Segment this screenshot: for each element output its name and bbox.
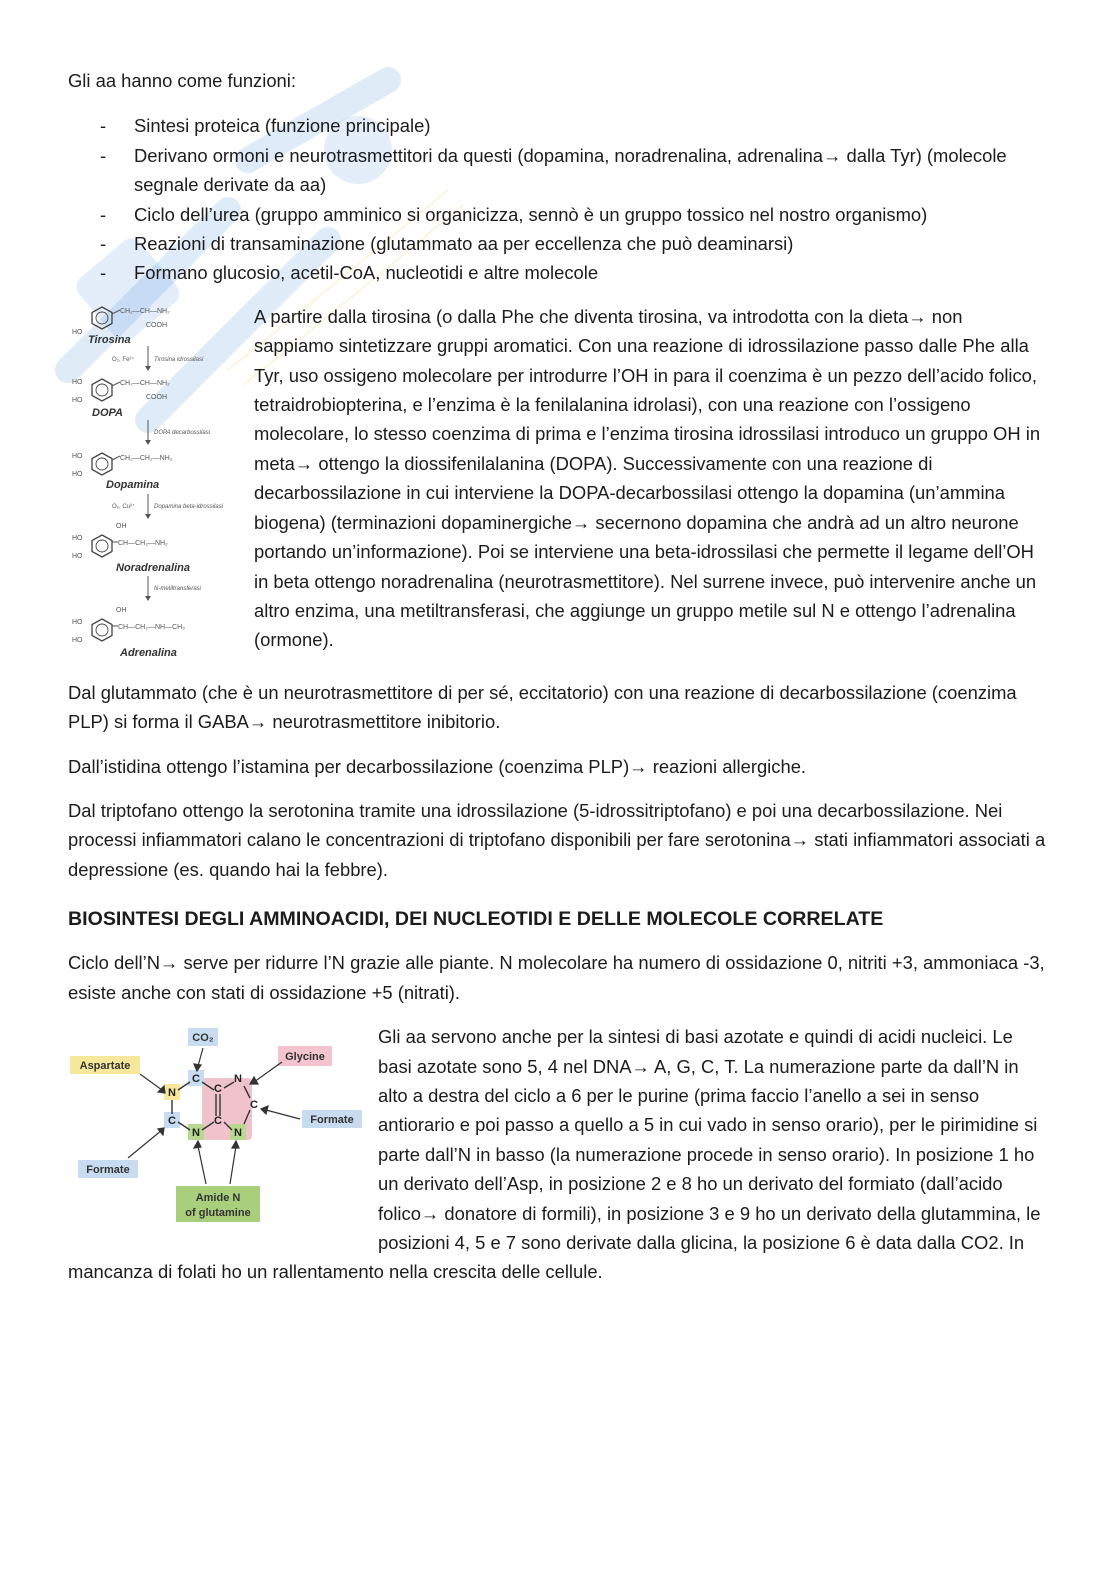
- atom-c2: C: [168, 1115, 176, 1128]
- group-label: OH: [116, 606, 127, 614]
- atom-c8: C: [250, 1099, 258, 1112]
- tyrosine-paragraph: A partire dalla tirosina (o dalla Phe che diventa tirosina, va introdotta con la dieta→ non sappiamo sintetizzare gruppi aromatici. Con una reazione di idrossilazione passo dalle Phe alla Tyr, uso ossigeno molecolare per introdurre l’OH in para il coenzima è un pezzo dell’acido folico, tetraidrobiopterina, e l’enzima è la fenilalanina idrolasi), con una reazione con l’ossigeno molecolare, lo stesso coenzima di prima e l’enzima tirosina idrossilasi introduco un gruppo OH in meta→ ottengo la diossifenilalanina (DOPA). Successivamente con una reazione di decarbossilazione in cui interviene la DOPA-decarbossilasi ottengo la dopamina (un’ammina biogena) (terminazioni dopaminergiche→ secernono dopamina che andrà ad un altro neurone portando un’informazione). Poi se interviene una beta-idrossilasi che permette il legame dell’OH in beta ottengo noradrenalina (neurotrasmettitore). Nel surrene invece, può intervenire anche un altro enzima, una metiltransferasi, che aggiunge un gruppo metile sul N e ottengo l’adrenalina (ormone).: [254, 305, 1041, 651]
- atom-n3: N: [192, 1127, 200, 1140]
- glycine-label: Glycine: [285, 1051, 325, 1064]
- atom-n9: N: [234, 1127, 242, 1140]
- compound-label: Adrenalina: [120, 646, 177, 659]
- purine-origin-figure: [68, 1026, 366, 1226]
- enzyme-label: DOPA decarbossilasi: [154, 429, 211, 436]
- atom-c5: C: [214, 1083, 222, 1096]
- formate-right-label: Formate: [310, 1114, 354, 1127]
- group-label: CH—CH₂—NH—CH₃: [118, 623, 186, 631]
- group-label: HO: [72, 636, 83, 644]
- cofactor-label: O₂, Cu²⁺: [112, 503, 136, 510]
- purine-paragraph: Gli aa servono anche per la sintesi di basi azotate e quindi di acidi nucleici. Le basi azotate sono 5, 4 nel DNA→ A, G, C, T. La numerazione parte da dall’N in alto a destra del ciclo a 6 per le purine (prima faccio l’anello a sei in senso antiorario e poi passo a quello a 5 in cui vado in senso orario), per le pirimidine si parte dall’N in basso (la numerazione procede in senso orario). In posizione 1 ho un derivato dell’Asp, in posizione 2 e 8 ho un derivato del formiato (dall’acido folico→ donatore di formili), in posizione 3 e 9 ho un derivato della glutammina, le posizioni 4, 5 e 7 sono derivate dalla glicina, la posizione 6 è data dalla CO2. In mancanza di folati ho un rallentamento nella crescita delle cellule.: [68, 1026, 1041, 1283]
- amide-label-line2: of glutamine: [185, 1207, 251, 1220]
- aspartate-label: Aspartate: [79, 1060, 131, 1073]
- group-label: HO: [72, 534, 83, 542]
- group-label: OH: [116, 522, 127, 530]
- group-label: CH₂—CH—NH₂: [120, 307, 170, 315]
- group-label: CH₂—CH₂—NH₂: [120, 454, 173, 462]
- enzyme-label: N-metiltransferasi: [154, 585, 202, 592]
- list-item: - Formano glucosio, acetil-CoA, nucleotidi e altre molecole: [68, 258, 1048, 287]
- group-label: CH—CH₂—NH₂: [118, 539, 168, 547]
- compound-label: Dopamina: [106, 478, 160, 491]
- cofactor-label: O₂, Fe²⁺: [112, 356, 135, 363]
- list-item: - Ciclo dell’urea (gruppo amminico si organicizza, sennò è un gruppo tossico nel nostro organismo): [68, 200, 1048, 229]
- atom-c6: C: [192, 1073, 200, 1086]
- compound-label: Noradrenalina: [116, 561, 190, 574]
- list-item: - Sintesi proteica (funzione principale): [68, 111, 1048, 140]
- document-page: [68, 66, 1048, 1287]
- compound-label: DOPA: [92, 406, 123, 419]
- group-label: HO: [72, 452, 83, 460]
- glutamate-paragraph: Dal glutammato (che è un neurotrasmettitore di per sé, eccitatorio) con una reazione di decarbossilazione (coenzima PLP) si forma il GABA→ neurotrasmettitore inibitorio.: [68, 681, 1017, 733]
- group-label: HO: [72, 552, 83, 560]
- atom-n7: N: [234, 1073, 242, 1086]
- list-item: - Reazioni di transaminazione (glutammato aa per eccellenza che può deaminarsi): [68, 229, 1048, 258]
- group-label: HO: [72, 470, 83, 478]
- enzyme-label: Dopamina beta-idrossilasi: [154, 503, 224, 510]
- benzene-ring: [92, 307, 112, 329]
- benzene-ring: [92, 453, 112, 475]
- co2-label: CO₂: [192, 1032, 214, 1045]
- nitrogen-cycle-paragraph: Ciclo dell’N→ serve per ridurre l’N grazie alle piante. N molecolare ha numero di ossidazione 0, nitriti +3, ammoniaca -3, esiste anche con stati di ossidazione +5 (nitrati).: [68, 952, 1045, 1003]
- formate-left-label: Formate: [86, 1164, 130, 1177]
- catecholamine-pathway-figure: [68, 304, 246, 664]
- amide-label-line1: Amide N: [195, 1192, 241, 1205]
- tryptophan-paragraph: Dal triptofano ottengo la serotonina tramite una idrossilazione (5-idrossitriptofano) e poi una decarbossilazione. Nei processi infiammatori calano le concentrazioni di triptofano disponibili per fare serotonina→ stati infiammatori associati a depressione (es. quando hai la febbre).: [68, 800, 1046, 880]
- group-label: HO: [72, 396, 83, 404]
- list-item: - Derivano ormoni e neurotrasmettitori da questi (dopamina, noradrenalina, adrenalina→ dalla Tyr) (molecole segnale derivate da aa): [68, 141, 1048, 200]
- benzene-ring: [92, 379, 112, 401]
- functions-list: [68, 111, 1048, 287]
- enzyme-label: Tirosina idrossilasi: [154, 356, 204, 363]
- atom-n1: N: [168, 1087, 176, 1100]
- intro-text: Gli aa hanno come funzioni:: [68, 70, 296, 91]
- benzene-ring: [92, 535, 112, 557]
- purine-section: [68, 1022, 1048, 1287]
- group-label: HO: [72, 328, 83, 336]
- group-label: HO: [72, 618, 83, 626]
- histidine-paragraph: Dall’istidina ottengo l’istamina per decarbossilazione (coenzima PLP)→ reazioni allergiche.: [68, 755, 807, 777]
- group-label: COOH: [146, 393, 167, 401]
- benzene-ring: [92, 619, 112, 641]
- atom-c4: C: [214, 1115, 222, 1128]
- compound-label: Tirosina: [88, 333, 131, 346]
- group-label: CH₂—CH—NH₂: [120, 379, 170, 387]
- group-label: HO: [72, 378, 83, 386]
- tyrosine-section: [68, 302, 1048, 664]
- section-heading: BIOSINTESI DEGLI AMMINOACIDI, DEI NUCLEOTIDI E DELLE MOLECOLE CORRELATE: [68, 908, 884, 931]
- group-label: COOH: [146, 321, 167, 329]
